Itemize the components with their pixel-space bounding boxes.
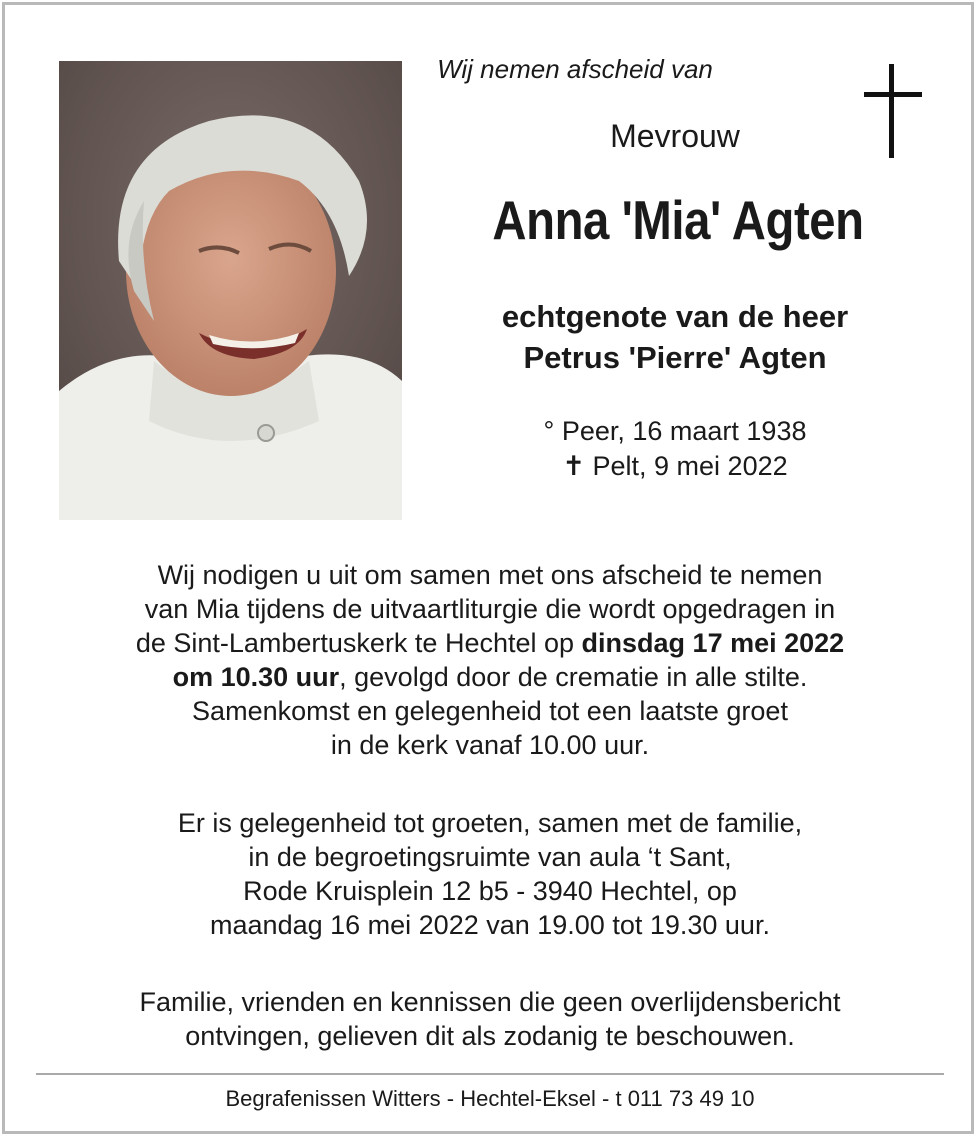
funeral-time: om 10.30 uur <box>172 662 340 692</box>
dates-block <box>410 414 940 484</box>
p1-line-6: in de kerk vanaf 10.00 uur. <box>330 730 650 760</box>
death-line: ✝ Pelt, 9 mei 2022 <box>562 451 788 481</box>
p2-line-1: Er is gelegenheid tot groeten, samen met de familie, <box>177 808 803 838</box>
p1-line-2: van Mia tijdens de uitvaartliturgie die wordt opgedragen in <box>144 594 836 624</box>
funeral-home-footer: Begrafenissen Witters - Hechtel-Eksel - t 011 73 49 10 <box>225 1086 755 1111</box>
title-word: Mevrouw <box>610 118 740 154</box>
p3-line-2: ontvingen, gelieven dit als zodanig te beschouwen. <box>185 1021 795 1051</box>
p1-line-4: om 10.30 uur, gevolgd door de crematie in alle stilte. <box>172 662 808 692</box>
birth-line: ° Peer, 16 maart 1938 <box>543 416 807 446</box>
notice-paragraph <box>40 985 940 1053</box>
funeral-invitation-paragraph <box>40 558 940 762</box>
p2-line-2: in de begroetingsruimte van aula ‘t Sant, <box>248 842 732 872</box>
p2-line-3: Rode Kruisplein 12 b5 - 3940 Hechtel, op <box>243 876 737 906</box>
spouse-block <box>410 296 940 378</box>
p1-line-5: Samenkomst en gelegenheid tot een laatste groet <box>192 696 788 726</box>
spouse-line-2: Petrus 'Pierre' Agten <box>523 340 827 375</box>
visitation-paragraph <box>40 806 940 942</box>
footer-divider <box>36 1073 944 1075</box>
p3-line-1: Familie, vrienden en kennissen die geen overlijdensbericht <box>139 987 841 1017</box>
portrait-illustration <box>59 61 402 520</box>
funeral-date: dinsdag 17 mei 2022 <box>581 628 845 658</box>
portrait-photo <box>59 61 402 520</box>
p1-line-3: de Sint-Lambertuskerk te Hechtel op dinsdag 17 mei 2022 <box>135 628 845 658</box>
p2-line-4: maandag 16 mei 2022 van 19.00 tot 19.30 uur. <box>210 910 770 940</box>
intro-line <box>420 54 920 85</box>
spouse-line-1: echtgenote van de heer <box>501 299 849 334</box>
p1-line-1: Wij nodigen u uit om samen met ons afscheid te nemen <box>157 560 823 590</box>
intro-text: Wij nemen afscheid van <box>437 54 713 84</box>
deceased-name: Anna 'Mia' Agten <box>492 189 864 251</box>
